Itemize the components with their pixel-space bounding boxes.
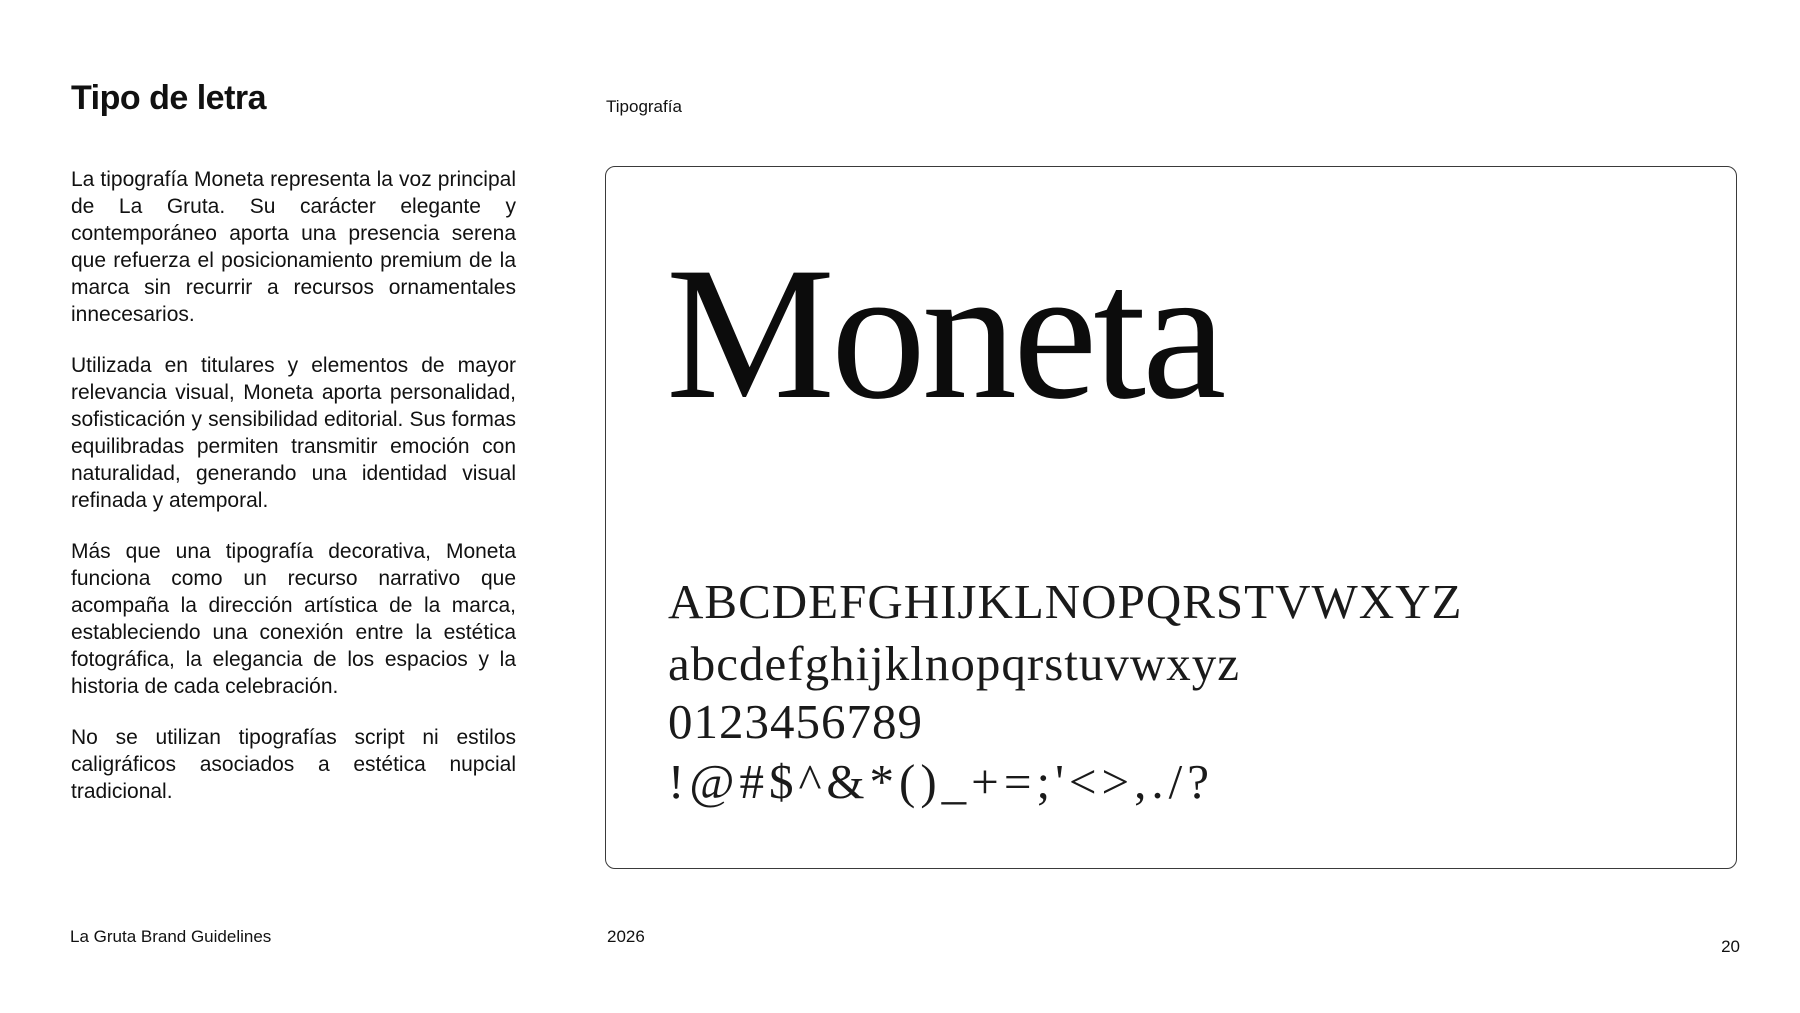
body-paragraph: Utilizada en titulares y elementos de mayor relevancia visual, Moneta aporta personalidad, sofisticación y sensibilidad editorial. Sus formas equilibradas permiten transmitir emoción con naturalidad, generando una identidad visual refinada y atemporal. [71, 354, 516, 512]
specimen-uppercase: ABCDEFGHIJKLNOPQRSTVWXYZ [668, 574, 1463, 629]
section-label: Tipografía [606, 97, 682, 116]
typeface-specimen-card [605, 166, 1737, 869]
body-paragraph: Más que una tipografía decorativa, Moneta funciona como un recurso narrativo que acompaña la dirección artística de la marca, estableciendo una conexión entre la estética fotográfica, la elegancia de los espacios y la historia de cada celebración. [71, 540, 516, 698]
specimen-digits: 0123456789 [668, 694, 923, 749]
specimen-typeface-name: Moneta [666, 229, 1223, 439]
body-paragraph: No se utilizan tipografías script ni estilos caligráficos asociados a estética nupcial tradicional. [71, 726, 516, 803]
specimen-symbols: !@#$^&*()_+=;'<>,./? [668, 754, 1215, 809]
body-paragraph: La tipografía Moneta representa la voz principal de La Gruta. Su carácter elegante y contemporáneo aporta una presencia serena que refuerza el posicionamiento premium de la marca sin recurrir a recursos ornamentales innecesarios. [71, 168, 516, 326]
footer-brand: La Gruta Brand Guidelines [70, 927, 272, 946]
page-number: 20 [1721, 937, 1740, 956]
specimen-lowercase: abcdefghijklnopqrstuvwxyz [668, 636, 1241, 691]
page-title: Tipo de letra [71, 79, 267, 117]
body-text [71, 166, 516, 829]
footer-year: 2026 [607, 927, 645, 946]
